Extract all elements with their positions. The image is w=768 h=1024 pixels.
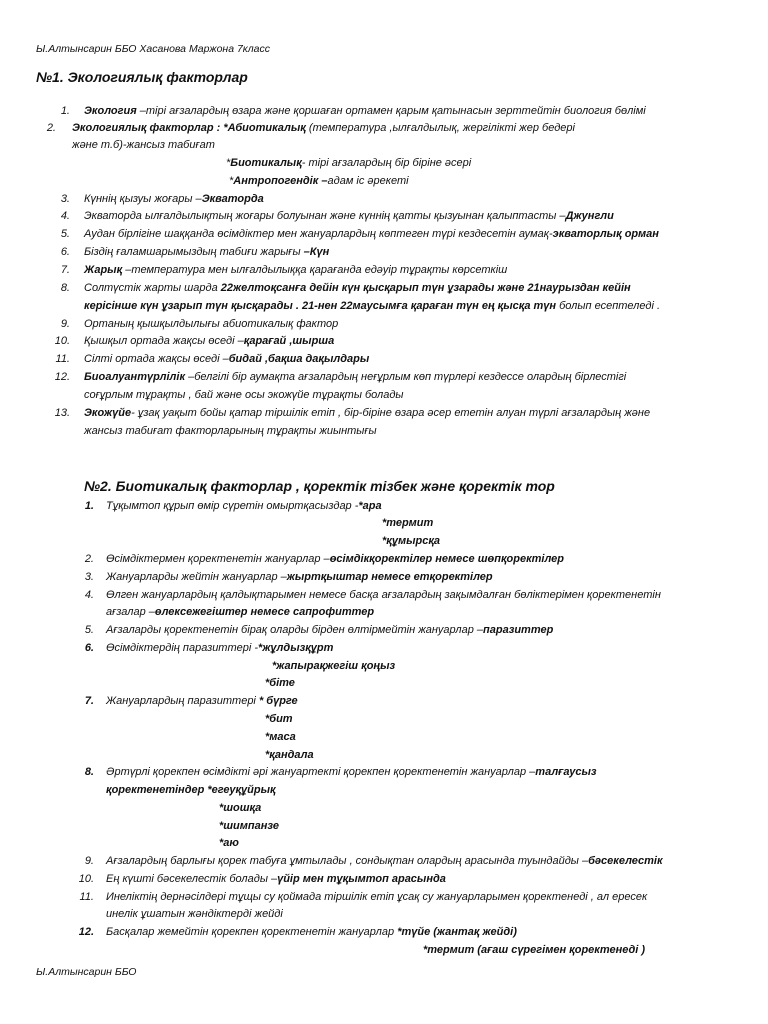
list-number: 13. [54,407,70,419]
list-number: 1. [84,500,94,512]
list-item-cont: *шимпанзе [219,820,279,832]
list-number: 3. [60,193,70,205]
list-item: Инеліктің дернәсілдері тұщы су қоймада тіршілік етіп ұсақ су жануарларымен қоректенеді , ал ересек [106,891,648,903]
list-number: 5. [60,228,70,240]
list-item-cont: *аю [219,837,239,849]
list-number: 2. [46,122,56,134]
list-number: 4. [84,589,94,601]
section2-title: №2. Биотикалық факторлар , қоректік тізбек және қоректік тор [84,478,555,494]
list-item: Сілті ортада жақсы өседі –бидай ,бақша дақылдары [84,353,370,365]
list-item-cont: *шошқа [219,802,262,814]
list-number: 6. [84,642,94,654]
list-item: Солтүстік жарты шарда 22желтоқсанға дейін күн қысқарып түн ұзарады және 21наурыздан кейін [84,282,631,294]
list-item-cont: *бит [265,713,293,725]
list-item-cont: *маса [265,731,296,743]
list-number: 9. [84,855,94,867]
list-number: 8. [84,766,94,778]
list-item: Күннің қызуы жоғары –Экваторда [84,193,264,205]
list-item: Жарық –температура мен ылғалдылыққа қарағанда едәуір тұрақты көрсеткіш [84,264,508,276]
list-item: Ортаның қышқылдылығы абиотикалық фактор [84,318,339,330]
list-item-cont: *Антропогендік –адам іс әрекеті [229,175,409,187]
list-item: Өсімдіктермен қоректенетін жануарлар –өсімдікқоректілер немесе шөпқоректілер [106,553,565,565]
list-item: Қышқыл ортада жақсы өседі –қарағай ,шырша [84,335,335,347]
list-number: 7. [84,695,94,707]
page-footer: Ы.Алтынсарин ББО [36,966,137,978]
list-item: Ең күшті бәсекелестік болады –үйір мен тұқымтоп арасында [106,873,446,885]
list-number: 2. [84,553,94,565]
list-number: 12. [54,371,70,383]
list-item-cont: *құмырсқа [382,535,441,547]
list-item: Тұқымтоп құрып өмір сүретін омыртқасыздар -*ара [106,500,382,512]
list-number: 11. [55,353,70,365]
list-number: 5. [84,624,94,636]
list-item-cont: ағзалар –өлексежегіштер немесе сапрофиттер [106,606,375,618]
list-item-cont: жансыз табиғат факторларының тұрақты жиынтығы [84,425,377,437]
list-item: Жануарлардың паразиттері * бүрге [106,695,298,707]
list-item: Әртүрлі қорекпен өсімдікті әрі жануартекті қорекпен қоректенетін жануарлар –талғаусыз [106,766,597,778]
list-item-cont: қоректенетіндер *егеуқұйрық [106,784,276,796]
list-item: Биоалуантүрлілік –белгілі бір аумақта ағзалардың неғұрлым көп түрлері кездессе олардың бірлестігі [84,371,627,383]
list-item-cont: *Биотикалық- тірі ағзалардың бір біріне әсері [226,157,472,169]
list-number: 10. [78,873,94,885]
list-item-cont: *қандала [265,749,314,761]
list-item: Жануарларды жейтін жануарлар –жыртқыштар немесе етқоректілер [106,571,493,583]
list-item: Экожүйе- ұзақ уақыт бойы қатар тіршілік етіп , бір-біріне өзара әсер ететін алуан түрлі ағзалардың және [84,407,651,419]
section1-title: №1. Экологиялық факторлар [36,69,248,85]
list-item: Басқалар жемейтін қорекпен қоректенетін жануарлар *түйе (жантақ жейді) [106,926,517,938]
list-number: 3. [84,571,94,583]
list-item-cont: *термит [382,517,434,529]
list-number: 10. [54,335,70,347]
list-item: Біздің ғаламшарымыздың табиғи жарығы –Күн [84,246,330,258]
list-number: 8. [60,282,70,294]
list-number: 7. [60,264,70,276]
list-item-cont: *термит (ағаш сүрегімен қоректенеді ) [423,944,646,956]
list-number: 1. [60,105,70,117]
list-number: 4. [60,210,70,222]
list-item: Өлген жануарлардың қалдықтарымен немесе басқа ағзалардың зақымдалған бөліктерімен қоректенетін [106,589,661,601]
list-item: Өсімдіктердің паразиттері -*жұлдызқұрт [106,642,334,654]
list-item-cont: керісінше күн ұзарып түн қысқарады . 21-нен 22маусымға қараған түн ең қысқа түн болып есептеледі . [84,300,661,312]
list-item: Ағзалардың барлығы қорек табуға ұмтылады , сондықтан олардың арасында туындайды –бәсекелестік [106,855,663,867]
list-item-cont: соғұрлым тұрақты , бай және осы экожүйе тұрақты болады [84,389,404,401]
list-item: Ағзаларды қоректенетін бірақ оларды бірден өлтірмейтін жануарлар –паразиттер [106,624,554,636]
list-number: 6. [60,246,70,258]
list-number: 9. [60,318,70,330]
list-item: Экология –тірі ағзалардың өзара және қоршаған ортамен қарым қатынасын зерттейтін биология бөлімі [84,105,646,117]
list-item-cont: *жапырақжегіш қоңыз [272,660,396,672]
page-header: Ы.Алтынсарин ББО Хасанова Маржона 7класс [36,43,271,55]
list-item-cont: инелік ұшатын жәндіктерді жейді [106,908,283,920]
list-item: Экваторда ылғалдылықтың жоғары болуынан және күннің қатты қызуынан қалыптасты –Джунгли [84,210,614,222]
list-item: Аудан бірлігіне шаққанда өсімдіктер мен жануарлардың көптеген түрі кездесетін аумақ-экваторлық орман [84,228,659,240]
list-number: 11. [79,891,94,903]
list-item-cont: *біте [265,677,295,689]
list-number: 12. [78,926,94,938]
list-item: Экологиялық факторлар : *Абиотикалық (температура ,ылғалдылық, жергілікті жер бедері [72,122,575,134]
list-item-cont: және т.б)-жансыз табиғат [72,139,215,151]
